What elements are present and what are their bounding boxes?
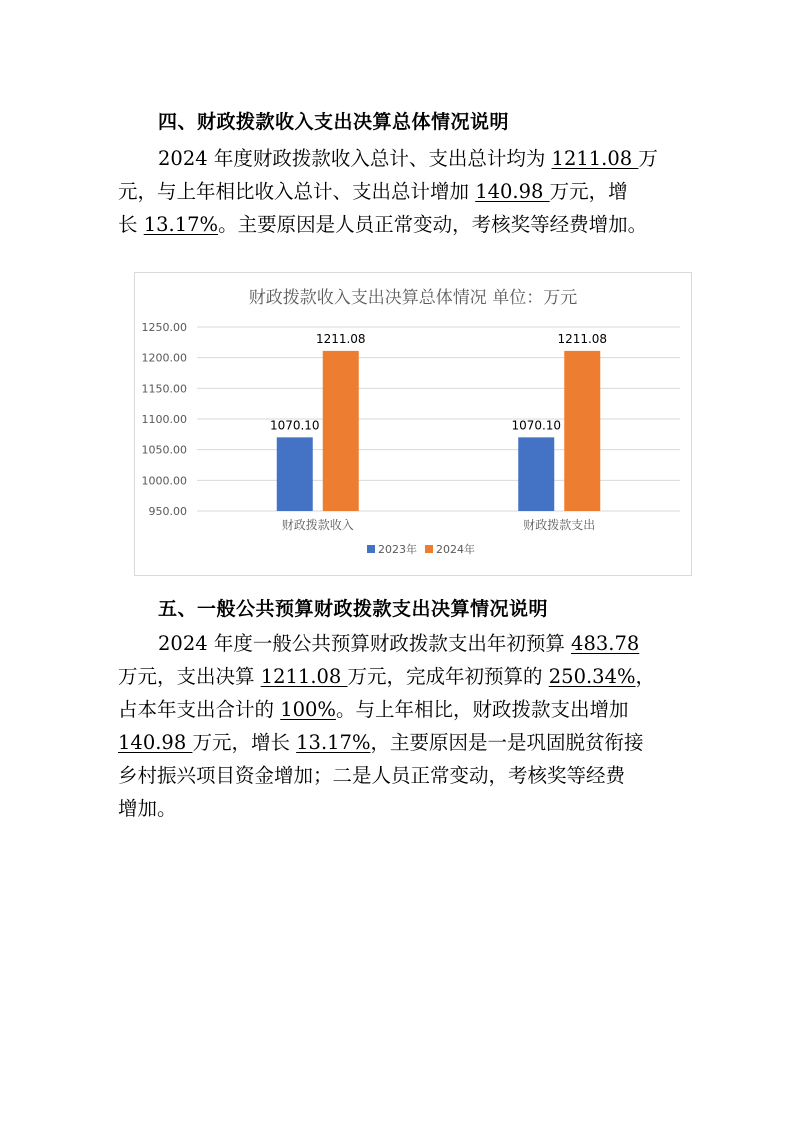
text-line [118,627,678,660]
text-run: 元，与上年相比收入总计、支出总计增加 [118,180,476,203]
text-run: ， [635,665,656,688]
legend-swatch [367,545,375,553]
value-increase: 140.98 [118,731,193,754]
text-run: 万元，增 [549,180,628,203]
value-growth-rate: 13.17% [296,731,371,754]
x-tick-label: 财政拨款支出 [523,518,596,532]
y-tick-label: 1200.00 [141,351,187,365]
text-line [118,726,678,759]
text-run: 长 [118,213,144,236]
value-completion-rate: 250.34% [548,665,636,688]
text-run: 万 [638,147,658,170]
text-line [118,175,678,208]
y-tick-label: 950.00 [148,505,187,518]
chart-svg [135,273,691,575]
x-axis [282,517,596,532]
text-run: 。主要原因是人员正常变动，考核奖等经费增加。 [218,213,648,236]
chart-title: 财政拨款收入支出决算总体情况 单位：万元 [248,288,578,308]
y-axis [142,321,188,518]
section5-heading: 五、一般公共预算财政拨款支出决算情况说明 [158,598,549,620]
y-tick-label: 1150.00 [141,382,187,396]
y-tick-label: 1050.00 [141,443,187,457]
section5-paragraph [118,627,678,825]
section4-paragraph [118,142,678,241]
chart-legend [367,542,475,556]
text-line [118,759,678,792]
text-run: 万元，完成年初预算的 [347,665,549,688]
text-run: 万元，增长 [192,731,297,754]
text-run: ，主要原因是一是巩固脱贫衔接 [370,731,644,754]
bar [518,437,554,511]
legend-label: 2024年 [436,543,475,556]
legend-label: 2023年 [378,543,417,556]
text-run: 增加。 [118,797,177,820]
x-tick-label: 财政拨款收入 [281,518,354,532]
value-final-expense: 1211.08 [260,665,348,688]
bar-chart [134,272,692,576]
legend-swatch [425,545,433,553]
data-label: 1070.10 [269,418,320,433]
text-run: 乡村振兴项目资金增加；二是人员正常变动，考核奖等经费 [118,764,626,787]
section4-heading: 四、财政拨款收入支出决算总体情况说明 [158,111,510,133]
text-line [118,142,678,175]
chart-bars [270,332,607,511]
y-tick-label: 1000.00 [141,474,187,488]
text-run: 。与上年相比，财政拨款支出增加 [335,698,629,721]
value-increase: 140.98 [475,180,550,203]
bar [564,351,600,511]
value-initial-budget: 483.78 [571,632,640,655]
bar [323,351,359,511]
text-run: 2024 年度一般公共预算财政拨款支出年初预算 [158,632,572,655]
text-line [118,693,678,726]
data-label: 1211.08 [557,331,608,346]
text-run: 2024 年度财政拨款收入总计、支出总计均为 [158,147,552,170]
y-tick-label: 1100.00 [141,413,187,426]
text-line [118,792,678,825]
value-total: 1211.08 [551,147,639,170]
y-tick-label: 1250.00 [141,321,187,334]
value-share: 100% [280,698,336,721]
text-line [118,660,678,693]
text-run: 占本年支出合计的 [118,698,281,721]
data-label: 1070.10 [511,418,562,433]
text-line [118,208,678,241]
bar [277,437,313,511]
value-growth-rate: 13.17% [143,213,219,236]
text-run: 万元，支出决算 [118,665,261,688]
data-label: 1211.08 [315,331,366,346]
